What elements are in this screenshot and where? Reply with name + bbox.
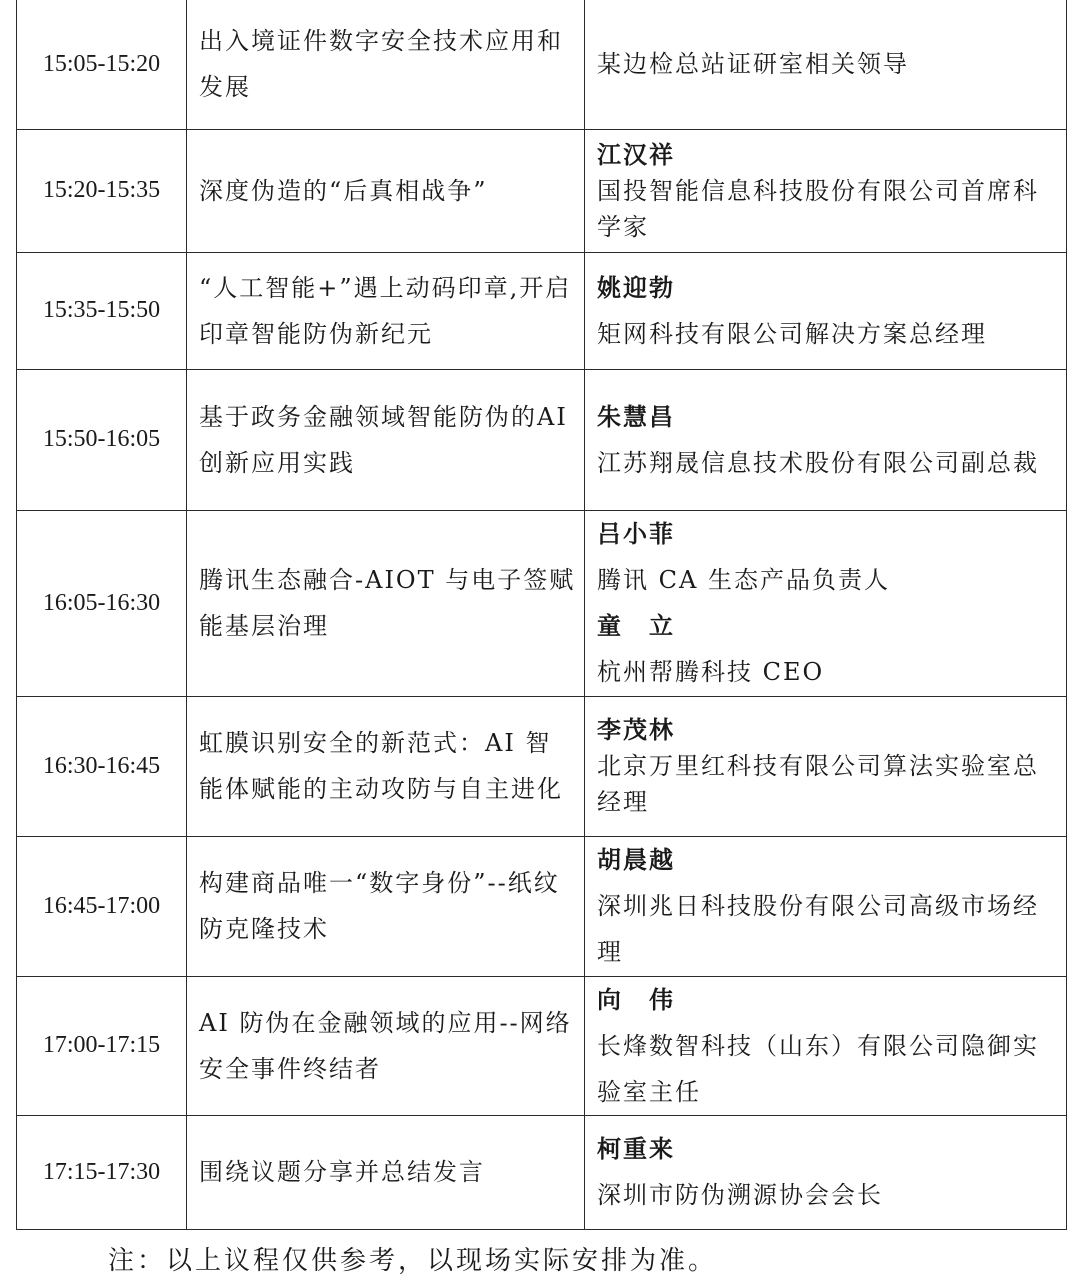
- speaker-cell: [585, 510, 1067, 696]
- agenda-row: [17, 1115, 1067, 1229]
- speaker-cell: [585, 129, 1067, 252]
- session-time: 16:45-17:00: [17, 836, 187, 976]
- speaker-org: 深圳市防伪溯源协会会长: [597, 1181, 883, 1209]
- speaker-org: 矩网科技有限公司解决方案总经理: [597, 319, 987, 348]
- speaker-name: 胡晨越: [597, 845, 675, 874]
- speaker-cell: [585, 976, 1067, 1115]
- speaker-org: 某边检总站证研室相关领导: [597, 50, 909, 79]
- session-time: 15:20-15:35: [17, 129, 187, 252]
- agenda-row: [17, 0, 1067, 129]
- session-topic: “人工智能+”遇上动码印章,开启印章智能防伪新纪元: [187, 252, 585, 369]
- speaker-cell: [585, 0, 1067, 129]
- session-topic: 出入境证件数字安全技术应用和发展: [187, 0, 585, 129]
- agenda-row: [17, 252, 1067, 369]
- speaker-org: 杭州帮腾科技 CEO: [597, 658, 825, 686]
- speaker-org: 国投智能信息科技股份有限公司首席科学家: [597, 176, 1039, 241]
- speaker-name: 江汉祥: [597, 139, 675, 169]
- speaker-cell: [585, 252, 1067, 369]
- speaker-cell: [585, 836, 1067, 976]
- agenda-row: [17, 510, 1067, 696]
- session-time: 17:00-17:15: [17, 976, 187, 1115]
- session-time: 15:05-15:20: [17, 0, 187, 129]
- session-topic: 腾讯生态融合-AIOT 与电子签赋能基层治理: [187, 510, 585, 696]
- agenda-row: [17, 836, 1067, 976]
- session-topic: 虹膜识别安全的新范式：AI 智能体赋能的主动攻防与自主进化: [187, 696, 585, 836]
- speaker-org: 北京万里红科技有限公司算法实验室总经理: [597, 752, 1039, 816]
- speaker-name: 童 立: [597, 611, 675, 640]
- session-topic: 围绕议题分享并总结发言: [187, 1115, 585, 1229]
- speaker-name: 向 伟: [597, 984, 675, 1014]
- agenda-row: [17, 129, 1067, 252]
- session-time: 15:50-16:05: [17, 369, 187, 510]
- speaker-name: 朱慧昌: [597, 401, 675, 431]
- session-time: 16:05-16:30: [17, 510, 187, 696]
- speaker-cell: [585, 369, 1067, 510]
- agenda-row: [17, 369, 1067, 510]
- speaker-org: 深圳兆日科技股份有限公司高级市场经理: [597, 892, 1039, 966]
- agenda-table: [16, 0, 1067, 1230]
- speaker-name: 柯重来: [597, 1134, 675, 1163]
- session-time: 16:30-16:45: [17, 696, 187, 836]
- session-topic: AI 防伪在金融领域的应用--网络安全事件终结者: [187, 976, 585, 1115]
- agenda-row: [17, 696, 1067, 836]
- session-time: 17:15-17:30: [17, 1115, 187, 1229]
- session-topic: 基于政务金融领域智能防伪的AI 创新应用实践: [187, 369, 585, 510]
- speaker-cell: [585, 1115, 1067, 1229]
- session-topic: 构建商品唯一“数字身份”--纸纹防克隆技术: [187, 836, 585, 976]
- speaker-cell: [585, 696, 1067, 836]
- speaker-org: 江苏翔晟信息技术股份有限公司副总裁: [597, 448, 1039, 477]
- session-time: 15:35-15:50: [17, 252, 187, 369]
- session-topic: 深度伪造的“后真相战争”: [187, 129, 585, 252]
- speaker-name: 姚迎勃: [597, 272, 675, 302]
- agenda-body: [17, 0, 1067, 1229]
- speaker-org: 腾讯 CA 生态产品负责人: [597, 566, 890, 594]
- speaker-org: 长烽数智科技（山东）有限公司隐御实验室主任: [597, 1031, 1039, 1106]
- speaker-name: 李茂林: [597, 715, 675, 744]
- agenda-row: [17, 976, 1067, 1115]
- agenda-note: 注：以上议程仅供参考，以现场实际安排为准。: [108, 1246, 718, 1276]
- speaker-name: 吕小菲: [597, 519, 675, 548]
